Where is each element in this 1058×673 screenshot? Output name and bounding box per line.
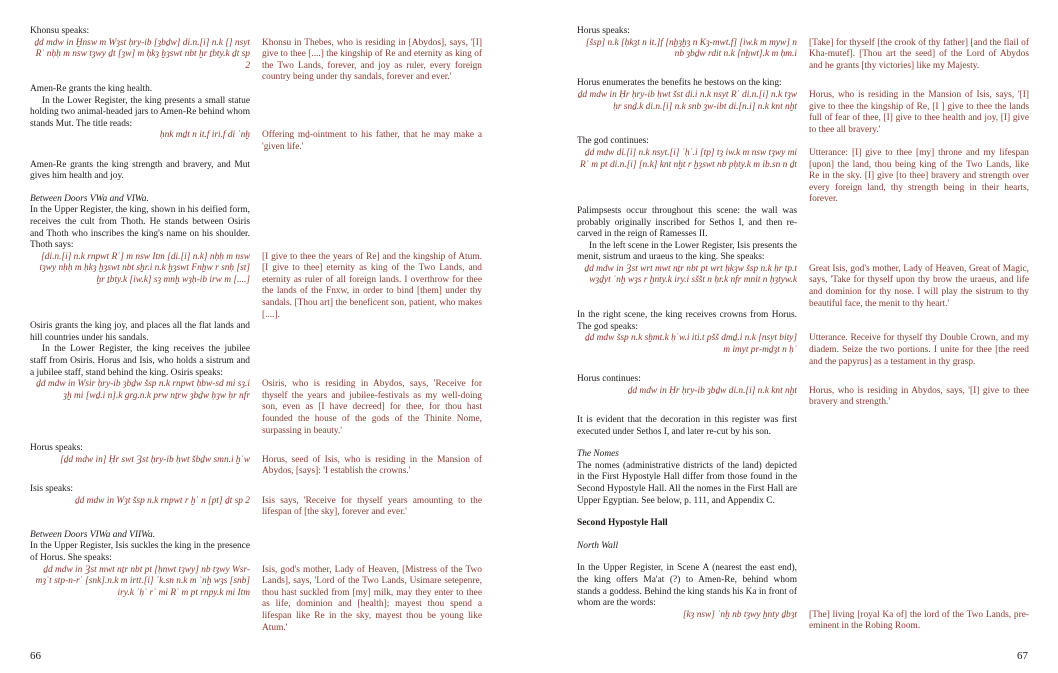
horus-continues-text: Horus continues: (577, 374, 641, 385)
amenre-strength-text: Amen-Re grants the king strength and bravery, and Mut gives him health and joy. (30, 159, 250, 182)
translation-enumerates: Horus, who is residing in the Mansion of Isis, says, '[I] give to thee the kingship of Re, [I ] give to thee the lands full of fear of thee, [I] give to thee health and joy, [I] give to thee all bravery.' (809, 89, 1029, 135)
transliteration-khonsu: ḏd mdw in Ḫnsw m Wȝst ḥry-ib [ȝbḏw] di.n.[i] n.k [] nsyt Rʿ nḥḥ m nsw tȝwy ḏt [ȝw] m ḥkȝ ḫȝswt nbt ḫr ṯbty.k ḏt sp 2 (34, 37, 250, 71)
heading-nomes: The Nomes (577, 449, 619, 460)
translation-ka: [The] living [royal Ka of] the lord of the Two Lands, pre-eminent in the Robing Room. (809, 609, 1029, 632)
left-page (30, 26, 484, 646)
amenre-health-text: Amen-Re grants the king health. (30, 83, 153, 94)
heading-north-wall: North Wall (577, 540, 619, 551)
translation-horus-left: Horus, seed of Isis, who is residing in the Mansion of Abydos, [says]: 'I establish the crowns.' (262, 454, 482, 477)
translation-menit: Great Isis, god's mother, Lady of Heaven, Great of Magic, says, 'Take for thyself upon thy brow the uraeus, and life and dominion for thy nose. I will play the sistrum to thy beautiful face, the menit to thy heart.' (809, 263, 1029, 309)
khonsu-speaks: Khonsu speaks: (30, 26, 90, 36)
translation-crowns: Utterance. Receive for thyself thy Double Crown, and my diadem. Seize the two portions. I unite for thee [the reed and the papyrus] as a testament in thy grasp. (809, 333, 1029, 367)
page-number-left: 66 (30, 650, 41, 662)
palimpsests-text: Palimpsests occur throughout this scene: the wall was probably originally inscribed for Sethos I, and then re-carved in the reign of Ramesses II. (577, 205, 797, 240)
transliteration-horus-left: [ḏd mdw in] Ḥr swt Ȝst ḥry-ib ḥwt šbḏw smn.i ḫʿw (60, 454, 250, 465)
right-scene-text: In the right scene, the king receives crowns from Horus. The god speaks: (577, 310, 797, 332)
translation-offering: Offering mḏ-ointment to his father, that he may make a 'given life.' (262, 130, 482, 152)
transliteration-continues: ḏd mdw di.[i] n.k nsyt.[i] ʿḥʿ.i [tp] tȝ iw.k m nsw tȝwy mi Rʿ m pt di.n.[i] [n.k] knt nḫt r ḫȝswt nb pḥty.k m ib.sn n ḏt (580, 147, 797, 170)
page-number-right: 67 (1017, 650, 1028, 662)
transliteration-isis: ḏd mdw in Wȝt šsp n.k rnpwt r ḫʿ n [pt] ḏt sp 2 (74, 495, 250, 506)
translation-khonsu: Khonsu in Thebes, who is residing in [Abydos], says, '[I] give to thee [....] the kingship of Re and eternity as king of the Two Lands, forever, and joy as ruler, every foreign country being under thy sandals, forever and ever.' (262, 37, 482, 83)
translation-isis: Isis says, 'Receive for thyself years amounting to the lifespan of [the sky], forever and ever.' (262, 495, 482, 518)
transliteration-horus-right: [šsp] n.k [ḥkȝt n it.]f [nḫȝḫȝ n Kȝ-mwt.f] [iw.k m myw] n nb ȝbḏw rdit n.k [nḫwt].k m ḥm.i (585, 37, 797, 60)
transliteration-osiris: ḏd mdw in Wsir ḥry-ib ȝbḏw šsp n.k rnpwt ḥbw-sd mi sȝ.i ȝḫ mi [wḏ.i n].k grg.n.k prw nṯrw ȝbḏw ḥȝw ḥr nfr (36, 379, 250, 401)
translation-continues: Utterance: [I] give to thee [my] throne and my lifespan [upon] the land, thou being king of the Two Lands, like Re in the sky. [I] give [to thee] bravery and strength over every foreign land, thy strength being in their hearts, forever. (809, 147, 1029, 205)
osiris-grants-text: Osiris grants the king joy, and places all the flat lands and hill countries under his sandals. (30, 321, 250, 343)
translation-thoth: [I give to thee the years of Re] and the kingship of Atum. [I give to thee] eternity as king of the Two Lands, and eternity as ruler of all foreign lands. I overthrow for thee the lands of the Fnxw, in order to bind [them] under thy sandals. [Thou art] the beneficent son, patient, who makes [....]. (262, 251, 482, 320)
transliteration-menit: ḏd mdw in Ȝst wrt mwt nṯr nbt pt wrt ḥkȝw šsp n.k ḥr tp.t wȝḏyt ʿnḫ wȝs r ḫnty.k iry.i sššt n ḥr.k nfr mnit n ḥȝtyw.k (584, 263, 797, 286)
upper-register-scene-a-text: In the Upper Register, in Scene A (nearest the east end), the king offers Ma'at (?) to Amen-Re, behind whom stands a goddess. Behind the king stands his Ka in front of whom are the words: (577, 563, 797, 609)
heading-doors-vwa: Between Doors VWa and VIWa. (30, 193, 149, 204)
lower-register-jars-text: In the Lower Register, the king presents a small statue holding two animal-headed jars to Amen-Re behind whom stands Mut. The title reads: (30, 95, 251, 129)
god-continues-text: The god continues: (577, 136, 649, 147)
transliteration-ka: [kȝ nsw] ʿnḫ nb tȝwy ḫnty ḏbȝt (682, 609, 797, 620)
nomes-text: The nomes (administrative districts of the land) depicted in the First Hypostyle Hall differ from those found in the Second Hypostyle Hall. All the nomes in the First Hall are Upper Egyptian. See below, p. 111, and Appendix C. (577, 460, 797, 506)
left-scene-isis-text: In the left scene in the Lower Register, Isis presents the menit, sistrum and uraeus to the king. She speaks: (577, 240, 797, 263)
transliteration-thoth: [di.n.[i] n.k rnpwt Rʿ] m nsw Itm [di.[i] n.k] nḥḥ m nsw tȝwy nḥḥ m ḥkȝ ḫȝswt nbt sḫr.i n.k ḫȝswt Fnḫw r snḥ [st] ḫr ṯbty.k [iw.k] sȝ mnḫ wȝḥ-ib irw m [....] (39, 251, 250, 285)
isis-speaks: Isis speaks: (30, 483, 73, 494)
transliteration-enumerates: ḏd mdw in Ḥr ḥry-ib ḥwt šst di.i n.k nsyt Rʿ di.n.[i] n.k tȝw ḥr snḏ.k di.n.[i] n.k snb ȝw-ibt di.[n.i] n.k knt nḫt (577, 89, 797, 112)
transliteration-crowns: ḏd mdw šsp n.k sḫmt.k ḥʿw.i iti.t pšš dmḏ.i n.k [nsyt bity] m imyt pr-mḏȝt n ḥʿ (584, 333, 797, 356)
upper-register-thoth-text: In the Upper Register, the king, shown in his deified form, receives the cult from Thoth. He stands between Osiris and Thoth who inscribes the king's name on his shoulder. Thoth says: (30, 205, 250, 251)
right-page (577, 26, 1031, 646)
heading-doors-viwa: Between Doors VIWa and VIIWa. (30, 529, 156, 540)
translation-horus-right: [Take] for thyself [the crook of thy father] [and the flail of Kha-mutef]. [Thou art the seed] of the Lord of Abydos and he grants [thy victories] like my Majesty. (809, 37, 1029, 71)
horus-enumerates-text: Horus enumerates the benefits he bestows on the king: (577, 78, 782, 89)
lower-register-jubilee-text: In the Lower Register, the king receives the jubilee staff from Osiris. Horus and Isis, who holds a sistrum and a jubilee staff, stand behind the king. Osiris speaks: (30, 344, 250, 378)
translation-horus-continues: Horus, who is residing in Abydos, says, '[I] give to thee bravery and strength.' (809, 385, 1029, 408)
upper-register-isis-text: In the Upper Register, Isis suckles the king in the presence of Horus. She speaks: (30, 541, 250, 563)
translation-isis-suckle: Isis, god's mother, Lady of Heaven, [Mistress of the Two Lands], says, 'Lord of the Two Lands, Usimare setepenre, thou hast suckled from [my] milk, may they enter to thee as life, dominion and [health]; mayest thou spend a lifespan like Re in the sky, mayest thou be young like Atum.' (262, 564, 482, 633)
evident-text: It is evident that the decoration in this register was first executed under Sethos I, and later re-cut by his son. (577, 415, 797, 437)
transliteration-isis-suckle: ḏd mdw in Ȝst mwt nṯr nbt pt [ḥnwt tȝwy] nb tȝwy Wsr-mȝʿt stp-n-rʿ [snk].n.k m irtt.[i] ʿk.sn n.k m ʿnḫ wȝs [snb] iry.k ʿḥʿ rʿ mi Rʿ m pt rnpy.k mi Itm (35, 564, 250, 598)
horus-speaks-right: Horus speaks: (577, 26, 630, 36)
horus-speaks-left: Horus speaks: (30, 443, 83, 454)
transliteration-offering: ḥnk mḏt n it.f iri.f di ʿnḫ (159, 130, 250, 141)
translation-osiris: Osiris, who is residing in Abydos, says, 'Receive for thyself the years and jubilee-festivals as my well-doing son, even as [I have decreed] for thee, for thou hast founded the house of the gods of the Thinite Nome, surpassing in beauty.' (262, 379, 482, 436)
transliteration-horus-continues: ḏd mdw in Ḥr ḥry-ib ȝbḏw di.n.[i] n.k knt nḫt (627, 385, 797, 396)
heading-second-hypostyle-hall: Second Hypostyle Hall (577, 518, 668, 529)
